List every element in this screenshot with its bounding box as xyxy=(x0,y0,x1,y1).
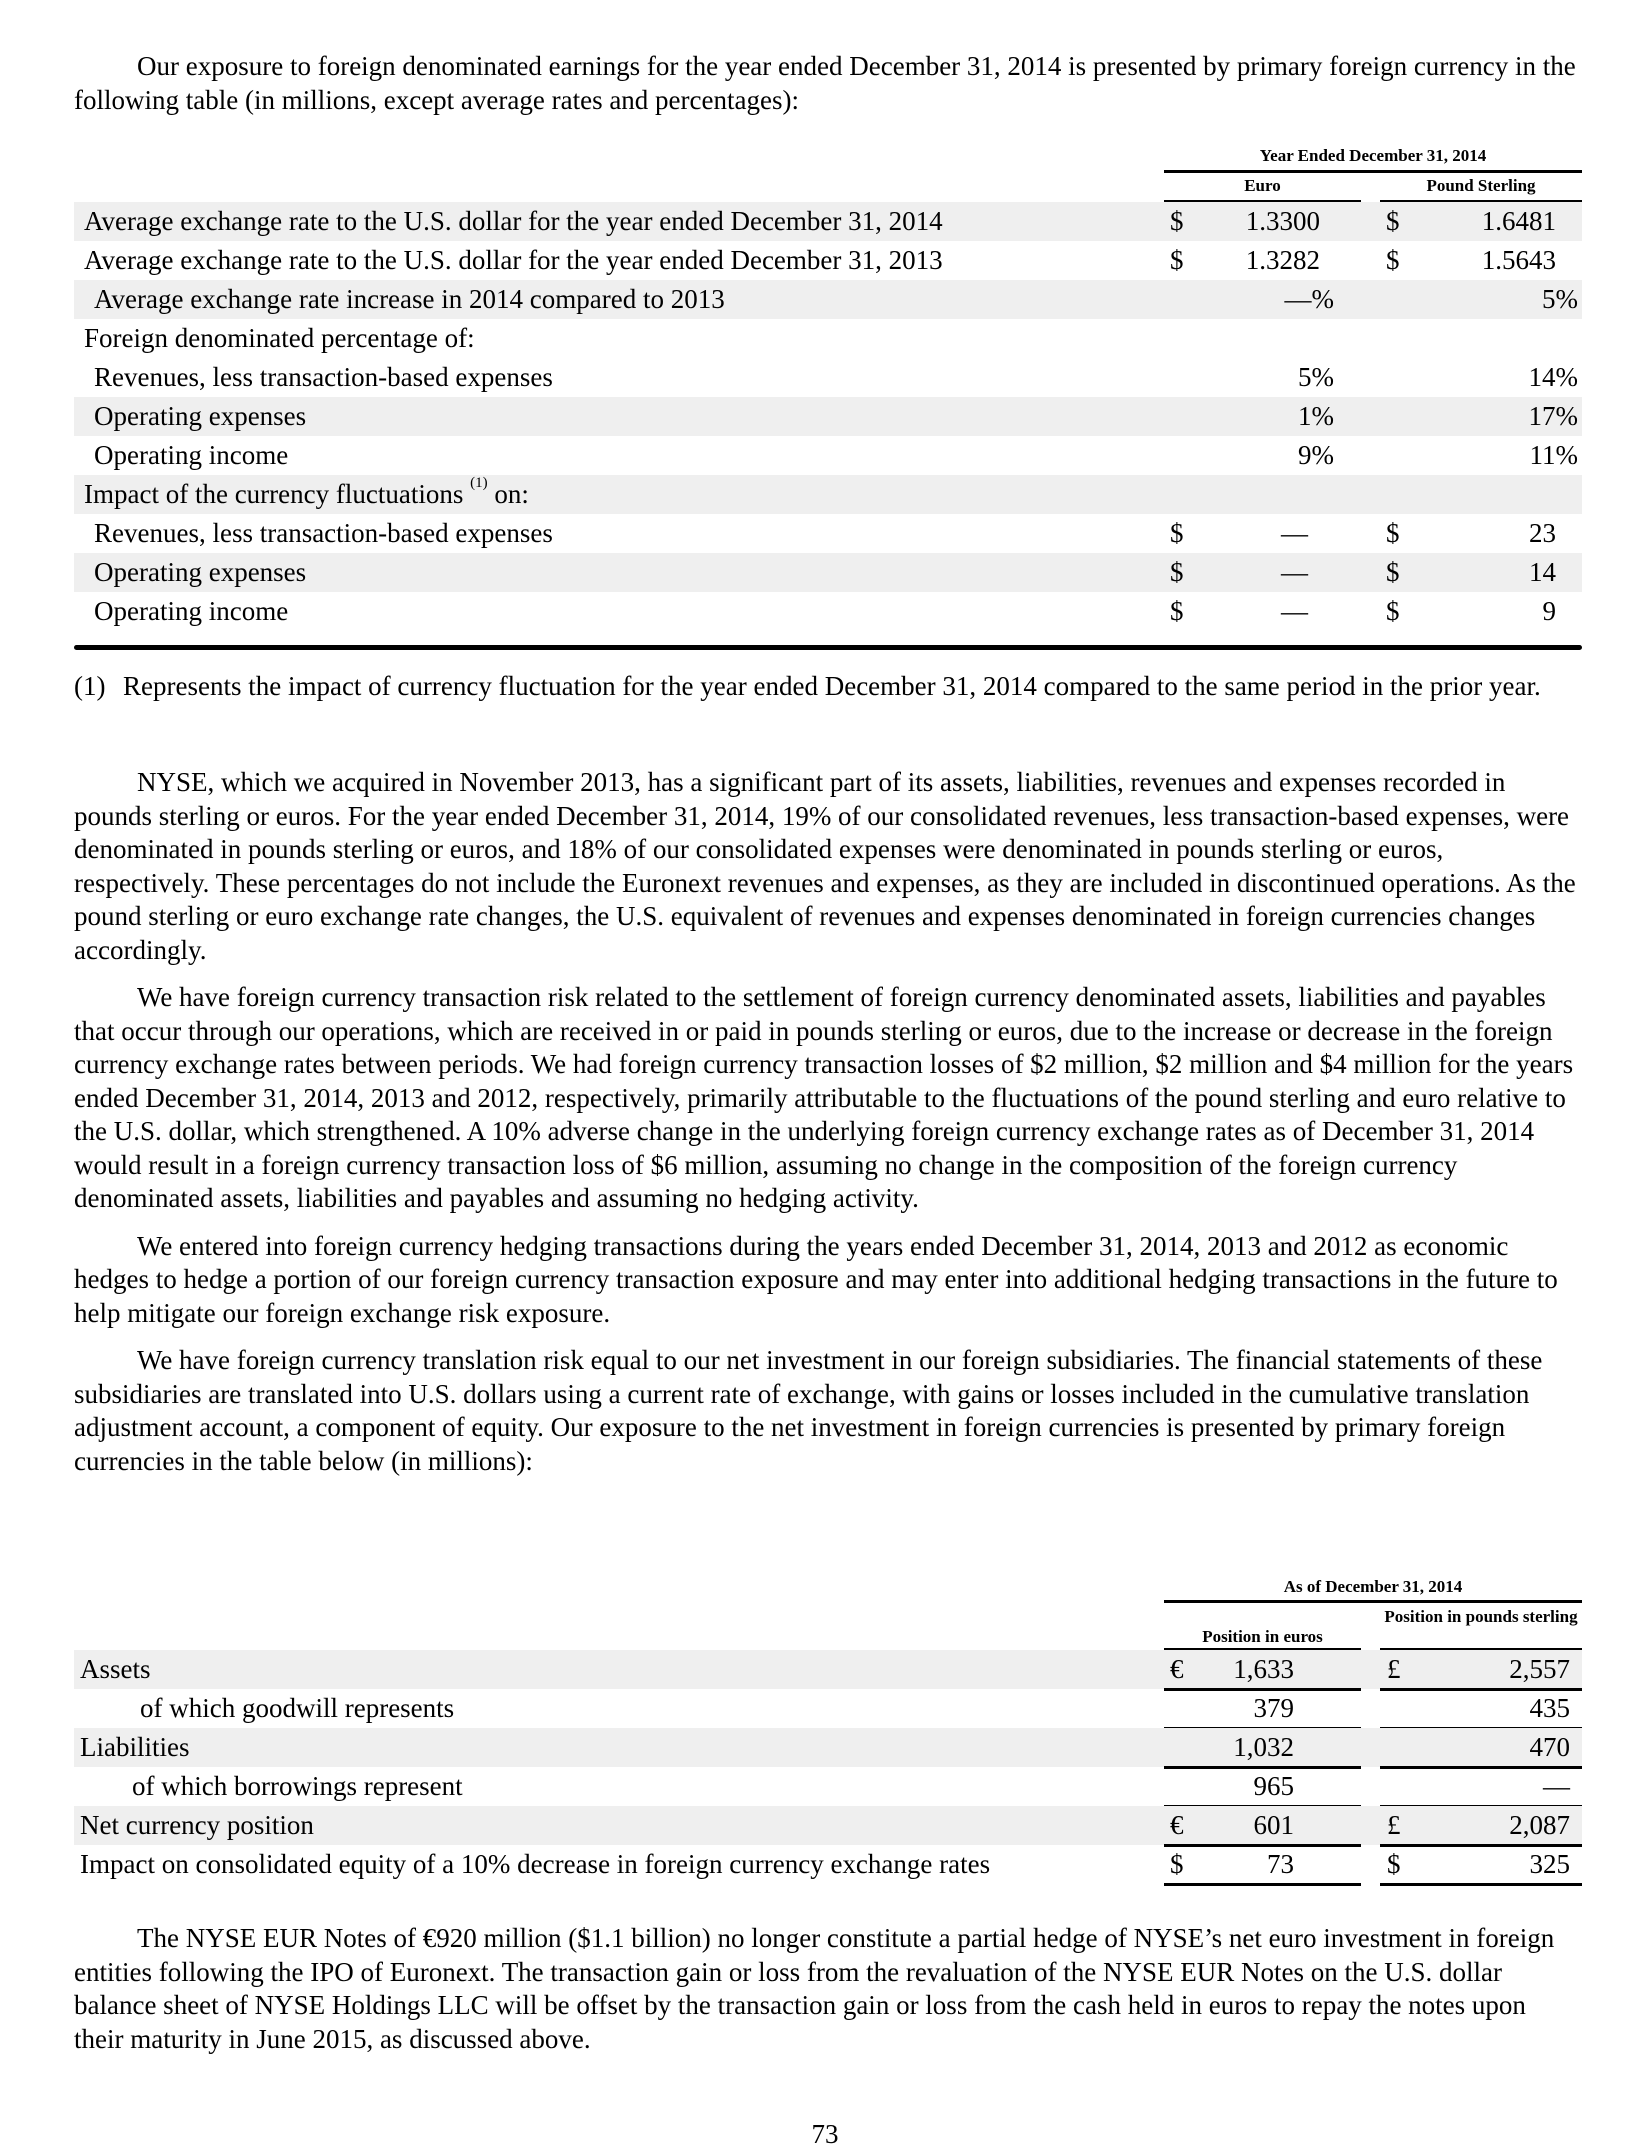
table-row xyxy=(74,202,1582,241)
intro-paragraph: Our exposure to foreign denominated earnings for the year ended December 31, 2014 is presented by primary foreign currency in the following table (in millions, except average rates and percentages): xyxy=(74,51,1576,115)
currency-symbol: $ xyxy=(1170,245,1184,275)
paragraph-transaction-risk: We have foreign currency transaction risk related to the settlement of foreign currency denominated assets, liabilities and payables that occur through our operations, which are received in or paid in pounds sterling or euros, due to the increase or decrease in the foreign currency exchange rates between periods. We had foreign currency transaction losses of $2 million, $2 million and $4 million for the years ended December 31, 2014, 2013 and 2012, respectively, primarily attributable to the fluctuations of the pound sterling and euro relative to the U.S. dollar, which strengthened. A 10% adverse change in the underlying foreign currency exchange rates as of December 31, 2014 would result in a foreign currency transaction loss of $6 million, assuming no change in the composition of the foreign currency denominated assets, liabilities and payables and assuming no hedging activity. xyxy=(74,982,1574,1213)
currency-symbol: $ xyxy=(1387,1849,1401,1879)
currency-symbol: $ xyxy=(1386,596,1400,626)
table-row xyxy=(74,1845,1582,1884)
table-row xyxy=(74,1650,1582,1689)
pound-value: — xyxy=(1543,1771,1570,1801)
column-header-euros: Position in euros xyxy=(1202,1627,1323,1646)
euro-value: 1,633 xyxy=(1233,1654,1294,1684)
euro-value: 379 xyxy=(1253,1693,1294,1723)
currency-symbol: € xyxy=(1170,1654,1184,1684)
pound-value: 14 xyxy=(1529,557,1556,587)
pound-value: 5% xyxy=(1542,284,1578,314)
header-group-label: Year Ended December 31, 2014 xyxy=(1259,146,1487,165)
section-label xyxy=(84,475,529,514)
currency-symbol: $ xyxy=(1170,518,1184,548)
currency-symbol: $ xyxy=(1170,206,1184,236)
row-label: Liabilities xyxy=(80,1732,190,1762)
currency-symbol: $ xyxy=(1386,206,1400,236)
net-investment-table xyxy=(74,1572,1582,1884)
row-label: of which borrowings represent xyxy=(132,1771,463,1801)
header-group-label: As of December 31, 2014 xyxy=(1283,1577,1463,1596)
table-header xyxy=(74,1572,1582,1650)
currency-symbol: £ xyxy=(1387,1654,1401,1684)
table-row xyxy=(74,319,1582,358)
body-paragraphs xyxy=(74,766,1582,1478)
euro-value: 965 xyxy=(1253,1771,1294,1801)
pound-value: 2,087 xyxy=(1509,1810,1570,1840)
row-label: Average exchange rate to the U.S. dollar for the year ended December 31, 2014 xyxy=(84,206,943,236)
row-label: Average exchange rate increase in 2014 compared to 2013 xyxy=(94,284,725,314)
pound-value: 470 xyxy=(1529,1732,1570,1762)
pound-value: 2,557 xyxy=(1509,1654,1570,1684)
table-row xyxy=(74,358,1582,397)
euro-value: 73 xyxy=(1267,1849,1294,1879)
table-row xyxy=(74,1806,1582,1845)
section-label: Foreign denominated percentage of: xyxy=(84,323,475,353)
currency-symbol: £ xyxy=(1387,1810,1401,1840)
row-label: Operating expenses xyxy=(94,401,307,431)
cell-rule xyxy=(1380,1883,1582,1886)
euro-value: — xyxy=(1281,557,1308,587)
row-label: Average exchange rate to the U.S. dollar for the year ended December 31, 2013 xyxy=(84,245,943,275)
pound-value: 17% xyxy=(1528,401,1578,431)
euro-value: — xyxy=(1281,596,1308,626)
cell-rule xyxy=(1164,1883,1361,1886)
euro-value: 1.3300 xyxy=(1245,206,1320,236)
pound-value: 14% xyxy=(1528,362,1578,392)
document-page xyxy=(74,50,1582,2054)
paragraph-translation-risk: We have foreign currency translation risk equal to our net investment in our foreign subsidiaries. The financial statements of these subsidiaries are translated into U.S. dollars using a current rate of exchange, with gains or losses included in the cumulative translation adjustment account, a component of equity. Our exposure to the net investment in foreign currencies is presented by primary foreign currencies in the table below (in millions): xyxy=(74,1345,1543,1476)
currency-symbol: € xyxy=(1170,1810,1184,1840)
header-rule xyxy=(1164,1600,1582,1603)
pound-value: 435 xyxy=(1529,1693,1570,1723)
footnote-number: (1) xyxy=(74,671,106,701)
table-row xyxy=(74,436,1582,475)
row-label: of which goodwill represents xyxy=(140,1693,455,1723)
row-label: Net currency position xyxy=(80,1810,314,1840)
section-label-suffix: on: xyxy=(487,479,529,509)
pound-value: 9 xyxy=(1542,596,1556,626)
row-label: Assets xyxy=(80,1654,151,1684)
euro-value: 1,032 xyxy=(1233,1732,1294,1762)
euro-value: — xyxy=(1281,518,1308,548)
euro-value: 5% xyxy=(1298,362,1334,392)
foreign-earnings-table xyxy=(74,145,1582,650)
paragraph-hedging: We entered into foreign currency hedging transactions during the years ended December 31, 2014, 2013 and 2012 as economic hedges to hedge a portion of our foreign currency transaction exposure and may enter into additional hedging transactions in the future to help mitigate our foreign exchange risk exposure. xyxy=(74,1230,1558,1328)
column-header-euro: Euro xyxy=(1244,176,1281,195)
paragraph-eur-notes: The NYSE EUR Notes of €920 million ($1.1 billion) no longer constitute a partial hedge of NYSE’s net euro investment in foreign entities following the IPO of Euronext. The transaction gain or loss from the revaluation of the NYSE EUR Notes on the U.S. dollar balance sheet of NYSE Holdings LLC will be offset by the transaction gain or loss from the cash held in euros to repay the notes upon their maturity in June 2015, as discussed above. xyxy=(74,1923,1555,2054)
row-label: Revenues, less transaction-based expenses xyxy=(94,518,553,548)
currency-symbol: $ xyxy=(1386,245,1400,275)
euro-value: 9% xyxy=(1298,440,1334,470)
table-row xyxy=(74,397,1582,436)
table-row xyxy=(74,241,1582,280)
currency-symbol: $ xyxy=(1386,557,1400,587)
row-label: Operating expenses xyxy=(94,557,307,587)
column-header-pound: Pound Sterling xyxy=(1426,176,1536,195)
footnote xyxy=(74,670,1582,704)
section-label-text: Impact of the currency fluctuations xyxy=(84,479,464,509)
table-row xyxy=(74,475,1582,514)
currency-symbol: $ xyxy=(1170,596,1184,626)
euro-value: 1.3282 xyxy=(1245,245,1320,275)
row-label: Operating income xyxy=(94,440,289,470)
pound-value: 11% xyxy=(1529,440,1578,470)
euro-value: —% xyxy=(1284,284,1334,314)
row-label: Impact on consolidated equity of a 10% decrease in foreign currency exchange rates xyxy=(80,1849,991,1879)
row-label: Operating income xyxy=(94,596,289,626)
column-header-pounds: Position in pounds sterling xyxy=(1384,1607,1578,1626)
currency-symbol: $ xyxy=(1170,1849,1184,1879)
currency-symbol: $ xyxy=(1170,557,1184,587)
page-number: 73 xyxy=(811,2119,839,2149)
table-bottom-rule xyxy=(74,645,1582,650)
table-row xyxy=(74,514,1582,553)
currency-symbol: $ xyxy=(1386,518,1400,548)
table-row xyxy=(74,1728,1582,1767)
header-rule xyxy=(1164,170,1582,173)
footnote-text: Represents the impact of currency fluctuation for the year ended December 31, 2014 compared to the same period in the prior year. xyxy=(123,671,1541,701)
pound-value: 23 xyxy=(1529,518,1556,548)
table-row xyxy=(74,592,1582,631)
euro-value: 1% xyxy=(1298,401,1334,431)
footnote-ref: (1) xyxy=(470,475,488,491)
table-header xyxy=(74,145,1582,202)
row-label: Revenues, less transaction-based expenses xyxy=(94,362,553,392)
table-row xyxy=(74,553,1582,592)
paragraph-nyse-exposure: NYSE, which we acquired in November 2013, has a significant part of its assets, liabilities, revenues and expenses recorded in pounds sterling or euros. For the year ended December 31, 2014, 19% of our consolidated revenues, less transaction-based expenses, were denominated in pounds sterling or euros, and 18% of our consolidated expenses were denominated in pounds sterling or euros, respectively. These percentages do not include the Euronext revenues and expenses, as they are included in discontinued operations. As the pound sterling or euro exchange rate changes, the U.S. equivalent of revenues and expenses denominated in foreign currencies changes accordingly. xyxy=(74,767,1576,965)
table-row xyxy=(74,1767,1582,1806)
table-row xyxy=(74,280,1582,319)
euro-value: 601 xyxy=(1253,1810,1294,1840)
pound-value: 1.5643 xyxy=(1481,245,1556,275)
pound-value: 325 xyxy=(1529,1849,1570,1879)
pound-value: 1.6481 xyxy=(1481,206,1556,236)
table-row xyxy=(74,1689,1582,1728)
